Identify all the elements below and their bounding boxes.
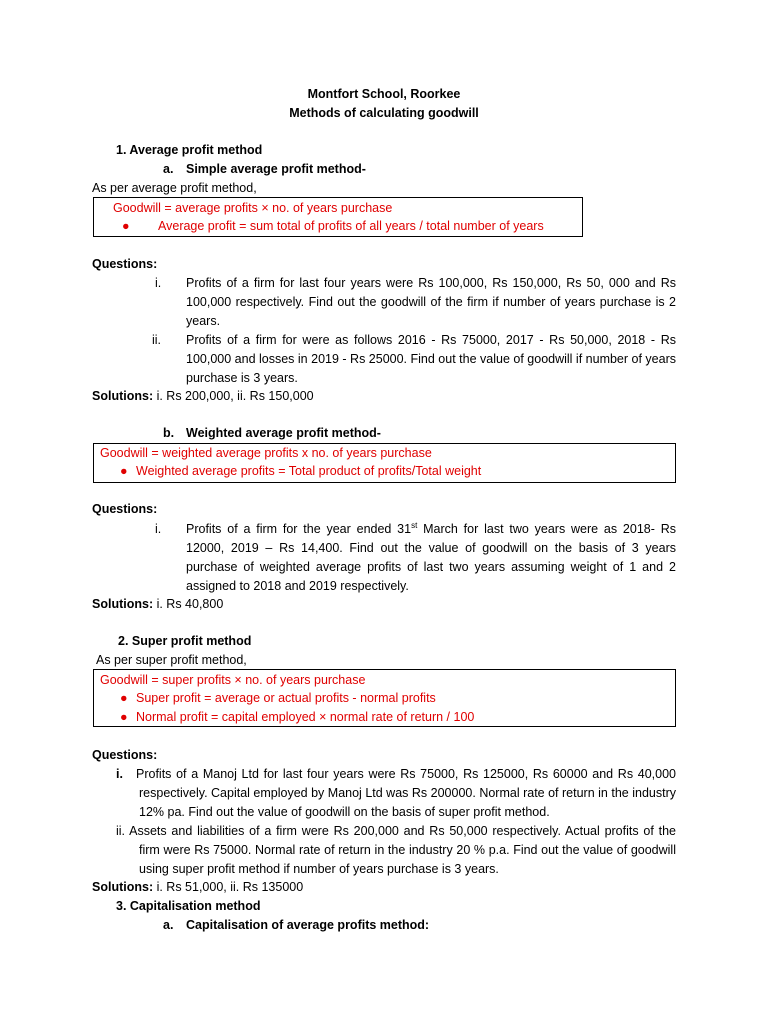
questions-heading: Questions: bbox=[92, 502, 158, 516]
solutions-text: i. Rs 200,000, ii. Rs 150,000 bbox=[153, 389, 314, 403]
subsection-label-b: b. bbox=[163, 426, 175, 440]
subsection-title-weighted: Weighted average profit method- bbox=[186, 426, 381, 440]
subsection-title-capitalisation: Capitalisation of average profits method: bbox=[186, 918, 430, 932]
questions-heading: Questions: bbox=[92, 748, 158, 762]
solutions-line bbox=[92, 597, 223, 611]
solutions-label: Solutions: bbox=[92, 597, 154, 611]
solutions-text: i. Rs 40,800 bbox=[153, 597, 224, 611]
solutions-label: Solutions: bbox=[92, 389, 154, 403]
formula-average-profit: Average profit = sum total of profits of all years / total number of years bbox=[158, 219, 544, 233]
formula-goodwill: Goodwill = average profits × no. of years purchase bbox=[113, 201, 393, 215]
question-number: i. bbox=[116, 767, 123, 781]
solutions-text: i. Rs 51,000, ii. Rs 135000 bbox=[153, 880, 304, 894]
formula-box-super bbox=[93, 669, 676, 727]
section-heading-average-profit: 1. Average profit method bbox=[116, 143, 263, 157]
formula-normal-profit: Normal profit = capital employed × normal rate of return / 100 bbox=[136, 710, 475, 724]
question-number: i. bbox=[155, 276, 162, 290]
questions-heading: Questions: bbox=[92, 257, 158, 271]
formula-box-simple bbox=[93, 197, 583, 237]
formula-weighted-goodwill: Goodwill = weighted average profits x no. of years purchase bbox=[100, 446, 432, 460]
formula-super-profit: Super profit = average or actual profits - normal profits bbox=[136, 691, 436, 705]
solutions-line bbox=[92, 880, 303, 894]
formula-box-weighted bbox=[93, 443, 676, 483]
question-text: Profits of a firm for last four years were Rs 100,000, Rs 150,000, Rs 50, 000 and Rs 100,000 respectively. Find out the goodwill of the firm if number of years purchase is 2 years. bbox=[186, 276, 676, 328]
bullet-icon: ● bbox=[120, 464, 128, 478]
solutions-line bbox=[92, 389, 314, 403]
question-number: i. bbox=[155, 522, 162, 536]
bullet-icon: ● bbox=[120, 691, 128, 705]
question-text: Profits of a firm for the year ended 31st March for last two years were as 2018- Rs 12000, 2019 – Rs 14,400. Find out the value of goodwill on the basis of 3 years purchase of weighted average profits of last two years assuming weight of 1 and 2 assigned to 2018 and 2019 respectively. bbox=[186, 520, 676, 593]
school-name: Montfort School, Roorkee bbox=[307, 87, 461, 101]
question-text: Profits of a Manoj Ltd for last four years were Rs 75000, Rs 125000, Rs 60000 and Rs 40,000 respectively. Capital employed by Manoj Ltd was Rs 200000. Normal rate of return in the industry 12% pa. Find out the value of goodwill on the basis of super profit method. bbox=[136, 767, 676, 819]
subsection-title-simple: Simple average profit method- bbox=[186, 162, 366, 176]
question-text: Profits of a firm for were as follows 2016 - Rs 75000, 2017 - Rs 50,000, 2018 - Rs 100,000 and losses in 2019 - Rs 25000. Find out the value of goodwill if number of years purchase is 3 years. bbox=[186, 333, 676, 385]
question-text: ii. Assets and liabilities of a firm were Rs 200,000 and Rs 50,000 respectively. Actual profits of the firm were Rs 75000. Normal rate of return in the industry 20 % p.a. Find out the value of goodwill using super profit method if number of years purchase is 3 years. bbox=[116, 824, 676, 876]
section-heading-super-profit: 2. Super profit method bbox=[118, 634, 252, 648]
intro-text: As per super profit method, bbox=[96, 653, 247, 667]
page-title: Methods of calculating goodwill bbox=[289, 106, 479, 120]
formula-weighted-average: Weighted average profits = Total product of profits/Total weight bbox=[136, 464, 482, 478]
intro-text: As per average profit method, bbox=[92, 181, 257, 195]
bullet-icon: ● bbox=[120, 710, 128, 724]
formula-super-goodwill: Goodwill = super profits × no. of years purchase bbox=[100, 673, 366, 687]
question-number: ii. bbox=[152, 333, 162, 347]
subsection-label-a: a. bbox=[163, 918, 174, 932]
subsection-label-a: a. bbox=[163, 162, 174, 176]
solutions-label: Solutions: bbox=[92, 880, 154, 894]
section-heading-capitalisation: 3. Capitalisation method bbox=[116, 899, 261, 913]
bullet-icon: ● bbox=[122, 219, 130, 233]
